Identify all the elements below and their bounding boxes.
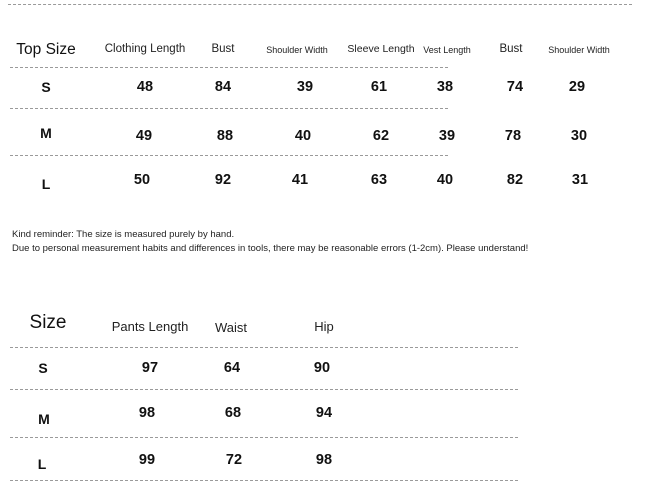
table-cell: 41 [291,172,309,188]
table-cell: 94 [315,405,333,421]
pants-header-hip: Hip [314,319,334,334]
reminder-line-1: Kind reminder: The size is measured purely by hand. [12,229,235,240]
top-table-rule [10,67,448,68]
top-table-rule [10,155,448,156]
table-cell: 82 [506,172,524,188]
table-cell: 97 [141,360,159,376]
top-header-vest-length: Vest Length [423,45,471,55]
table-cell: 68 [224,405,242,421]
top-header-sleeve-length: Sleeve Length [347,43,415,55]
table-cell: 99 [138,452,156,468]
table-cell: 48 [136,79,154,95]
top-header-clothing-length: Clothing Length [104,43,186,55]
table-cell: 62 [372,128,390,144]
table-cell: 64 [223,360,241,376]
table-cell: 90 [313,360,331,376]
table-cell: 40 [436,172,454,188]
pants-table-rule [10,437,518,438]
table-cell: 39 [438,128,456,144]
table-cell: 84 [214,79,232,95]
top-header-size: Top Size [16,41,76,58]
table-cell: 31 [571,172,589,188]
top-header-bust: Bust [211,43,235,55]
top-header-bust-2: Bust [499,43,523,55]
pants-header-waist: Waist [214,320,248,335]
size-label: S [38,360,48,376]
top-table-rule [10,108,448,109]
table-cell: 39 [296,79,314,95]
size-label: S [41,79,51,95]
table-cell: 88 [216,128,234,144]
table-cell: 50 [133,172,151,188]
table-cell: 74 [506,79,524,95]
pants-header-pants-length: Pants Length [111,319,189,334]
table-cell: 49 [135,128,153,144]
table-cell: 38 [436,79,454,95]
top-header-shoulder-width-2: Shoulder Width [548,45,610,55]
reminder-line-2: Due to personal measurement habits and differences in tools, there may be reasonable errors (1-2cm). Please understand! [12,243,529,254]
top-header-shoulder-width: Shoulder Width [266,45,328,55]
table-cell: 63 [370,172,388,188]
table-cell: 61 [370,79,388,95]
pants-table-rule [10,389,518,390]
table-cell: 40 [294,128,312,144]
pants-table-rule [10,347,518,348]
size-label: M [40,125,52,141]
table-cell: 72 [225,452,243,468]
size-label: L [41,176,51,192]
table-cell: 98 [138,405,156,421]
table-cell: 78 [504,128,522,144]
size-label: M [38,411,50,427]
pants-header-size: Size [29,312,67,333]
table-cell: 29 [568,79,586,95]
table-cell: 98 [315,452,333,468]
top-divider [8,4,632,5]
table-cell: 92 [214,172,232,188]
table-cell: 30 [570,128,588,144]
size-label: L [37,456,47,472]
pants-table-rule [10,480,518,481]
